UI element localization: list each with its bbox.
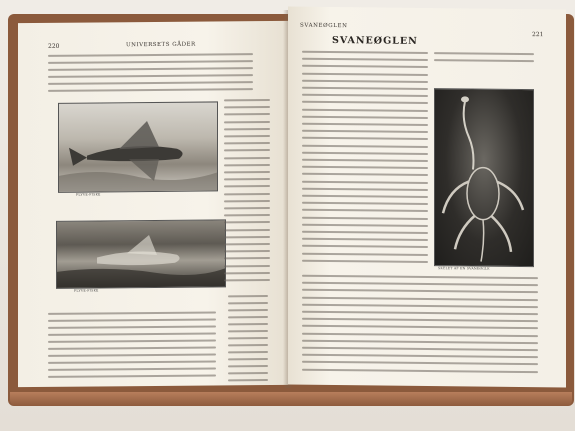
text-line	[302, 151, 428, 154]
book-cover-edge	[10, 392, 572, 406]
text-line	[302, 65, 428, 68]
text-line	[48, 325, 216, 328]
figure1-caption: FLYVE-FISKE	[76, 192, 101, 197]
text-line	[302, 296, 538, 300]
text-line	[434, 59, 534, 62]
text-line	[302, 87, 428, 90]
left-page-number: 220	[48, 42, 60, 50]
text-line	[228, 295, 268, 297]
text-line	[224, 185, 270, 187]
text-line	[48, 67, 253, 71]
text-line	[302, 51, 428, 54]
text-line	[224, 128, 270, 130]
text-line	[224, 171, 270, 173]
text-line	[302, 79, 428, 82]
text-line	[48, 53, 253, 57]
text-line	[224, 279, 270, 281]
text-line	[228, 330, 268, 332]
text-line	[302, 332, 538, 336]
text-line	[302, 187, 428, 190]
text-line	[224, 106, 270, 108]
text-line	[224, 113, 270, 115]
text-line	[48, 374, 216, 377]
text-line	[302, 347, 538, 351]
plesiosaur-skeleton-drawing	[435, 89, 533, 266]
text-line	[228, 344, 268, 346]
text-line	[48, 332, 216, 335]
text-line	[228, 316, 268, 318]
right-page-number: 221	[532, 31, 544, 39]
text-line	[224, 229, 270, 231]
text-line	[302, 231, 428, 234]
text-line	[302, 202, 428, 205]
text-line	[302, 368, 538, 372]
flying-fish-drawing-2	[57, 220, 225, 287]
text-line	[228, 379, 268, 381]
figure-flying-fish-2	[56, 219, 226, 288]
text-line	[224, 250, 270, 252]
text-line	[302, 209, 428, 212]
left-page	[18, 21, 288, 387]
text-line	[302, 275, 538, 279]
text-line	[302, 282, 538, 286]
text-line	[224, 178, 270, 180]
figure-flying-fish-1	[58, 101, 218, 192]
text-line	[302, 159, 428, 162]
text-line	[48, 74, 253, 78]
text-line	[302, 223, 428, 226]
text-line	[228, 323, 268, 325]
text-line	[302, 94, 428, 97]
text-line	[302, 137, 428, 140]
text-line	[48, 353, 216, 356]
text-line	[302, 130, 428, 133]
text-line	[302, 173, 428, 176]
text-line	[302, 318, 538, 322]
text-line	[224, 142, 270, 144]
text-line	[224, 157, 270, 159]
text-line	[302, 354, 538, 358]
text-line	[302, 115, 428, 118]
text-line	[302, 252, 428, 255]
text-line	[224, 193, 270, 195]
text-line	[434, 52, 534, 55]
text-line	[228, 337, 268, 339]
text-line	[302, 339, 538, 343]
text-line	[48, 88, 253, 92]
text-line	[224, 221, 270, 223]
text-line	[224, 214, 270, 216]
right-page	[288, 7, 566, 388]
text-line	[302, 180, 428, 183]
text-line	[302, 361, 538, 365]
text-line	[302, 245, 428, 248]
article-title: SVANEØGLEN	[332, 35, 418, 47]
text-line	[224, 135, 270, 137]
left-page-header: UNIVERSETS GÅDER	[126, 41, 196, 49]
text-line	[224, 243, 270, 245]
text-line	[302, 144, 428, 147]
text-line	[48, 81, 253, 85]
text-line	[224, 200, 270, 202]
text-line	[228, 309, 268, 311]
text-line	[48, 311, 216, 314]
flying-fish-drawing-1	[59, 102, 217, 191]
text-line	[224, 149, 270, 151]
text-line	[48, 339, 216, 342]
text-line	[228, 358, 268, 360]
text-line	[302, 101, 428, 104]
text-line	[224, 272, 270, 274]
text-line	[302, 238, 428, 241]
text-line	[228, 351, 268, 353]
text-line	[302, 303, 538, 307]
text-line	[224, 236, 270, 238]
text-line	[228, 365, 268, 367]
text-line	[302, 216, 428, 219]
text-line	[302, 259, 428, 262]
text-line	[224, 99, 270, 101]
text-line	[302, 325, 538, 329]
text-line	[302, 108, 428, 111]
text-line	[48, 360, 216, 363]
text-line	[302, 123, 428, 126]
text-line	[48, 346, 216, 349]
text-line	[224, 207, 270, 209]
text-line	[302, 72, 428, 75]
text-line	[302, 289, 538, 293]
text-line	[224, 164, 270, 166]
right-page-header: SVANEØGLEN	[300, 22, 348, 30]
text-line	[224, 257, 270, 259]
text-line	[224, 265, 270, 267]
figure2-caption: FLYVE-FISKE	[74, 288, 99, 293]
text-line	[48, 318, 216, 321]
fossil-figure-caption: SKELET AF EN SVANEØGLE	[438, 266, 490, 271]
text-line	[224, 121, 270, 123]
text-line	[302, 58, 428, 61]
text-line	[302, 166, 428, 169]
text-line	[228, 302, 268, 304]
text-line	[228, 372, 268, 374]
text-line	[302, 195, 428, 198]
text-line	[48, 60, 253, 64]
text-line	[48, 367, 216, 370]
figure-plesiosaur-skeleton	[434, 88, 534, 267]
text-line	[302, 311, 538, 315]
